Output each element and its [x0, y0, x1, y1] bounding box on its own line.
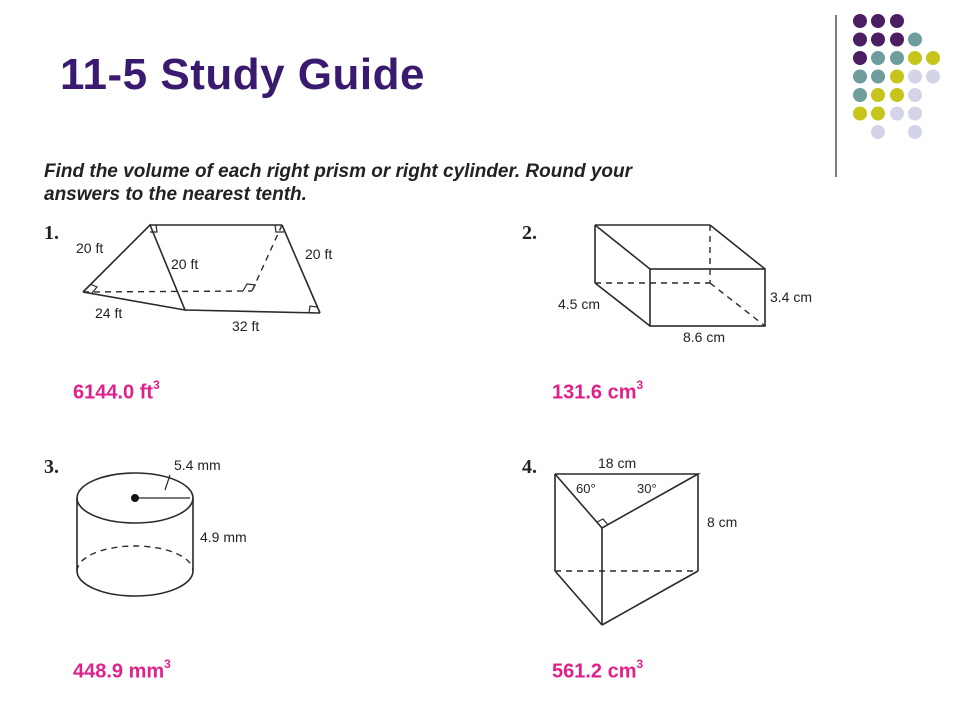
decorative-dot	[853, 51, 867, 65]
decorative-dot	[871, 125, 885, 139]
worksheet-image	[30, 150, 700, 695]
decorative-dot	[871, 51, 885, 65]
decorative-dot	[871, 33, 885, 47]
problem-3-answer	[73, 659, 171, 684]
decorative-dot	[871, 70, 885, 84]
decorative-dot	[853, 14, 867, 28]
decorative-dot	[890, 33, 904, 47]
slide-title: 11-5 Study Guide	[60, 50, 425, 99]
decorative-dot	[853, 70, 867, 84]
decorative-dot	[926, 51, 940, 65]
answer-exponent: 3	[636, 378, 644, 392]
decorative-dot	[908, 33, 922, 47]
p4-angle-30: 30°	[637, 481, 657, 496]
decorative-dot	[871, 107, 885, 121]
p1-dim-back-edge: 20 ft	[305, 246, 333, 262]
p1-dim-left-edge: 20 ft	[76, 240, 104, 256]
problem-2-answer	[552, 380, 643, 405]
decorative-dot	[908, 70, 922, 84]
p1-dim-length: 32 ft	[232, 318, 260, 334]
p2-dim-length: 8.6 cm	[683, 329, 726, 345]
decorative-dot	[908, 107, 922, 121]
answer-exponent: 3	[153, 378, 160, 392]
problem-2-number: 2.	[522, 222, 537, 244]
decorative-dot	[908, 125, 922, 139]
instructions-text: Find the volume of each right prism or right cylinder. Round your answers to the nearest tenth.	[44, 161, 632, 205]
answer-value: 131.6 cm	[552, 381, 637, 404]
decorative-dot	[890, 70, 904, 84]
decorative-dot	[853, 88, 867, 102]
decorative-dot	[871, 14, 885, 28]
p2-dim-height: 3.4 cm	[770, 289, 813, 305]
problem-4-number: 4.	[522, 456, 537, 478]
problem-4-answer	[552, 659, 643, 684]
problem-1-answer	[73, 380, 160, 405]
p4-dim-height: 8 cm	[707, 514, 738, 530]
p4-angle-60: 60°	[576, 481, 596, 496]
p1-dim-height: 20 ft	[171, 256, 199, 272]
p3-dim-radius: 5.4 mm	[174, 457, 221, 473]
decorative-dot	[890, 14, 904, 28]
decorative-dot	[871, 88, 885, 102]
answer-exponent: 3	[636, 657, 644, 671]
answer-value: 561.2 cm	[552, 660, 637, 683]
p2-dim-depth: 4.5 cm	[558, 296, 601, 312]
decorative-dot	[908, 88, 922, 102]
answer-exponent: 3	[164, 657, 171, 671]
decorative-dot	[926, 70, 940, 84]
p4-dim-hypotenuse: 18 cm	[598, 455, 637, 471]
decorative-dot	[890, 51, 904, 65]
answer-value: 448.9 mm	[73, 660, 165, 683]
p1-dim-base: 24 ft	[95, 305, 123, 321]
decorative-dot	[890, 107, 904, 121]
problem-3-number: 3.	[44, 456, 59, 478]
p3-dim-height: 4.9 mm	[200, 529, 247, 545]
decorative-dot	[853, 33, 867, 47]
decorative-dot	[890, 88, 904, 102]
answer-value: 6144.0 ft	[73, 381, 154, 404]
decorative-dot	[908, 51, 922, 65]
problem-1-number: 1.	[44, 222, 59, 244]
title-divider-line	[835, 15, 837, 177]
decorative-dot	[853, 107, 867, 121]
